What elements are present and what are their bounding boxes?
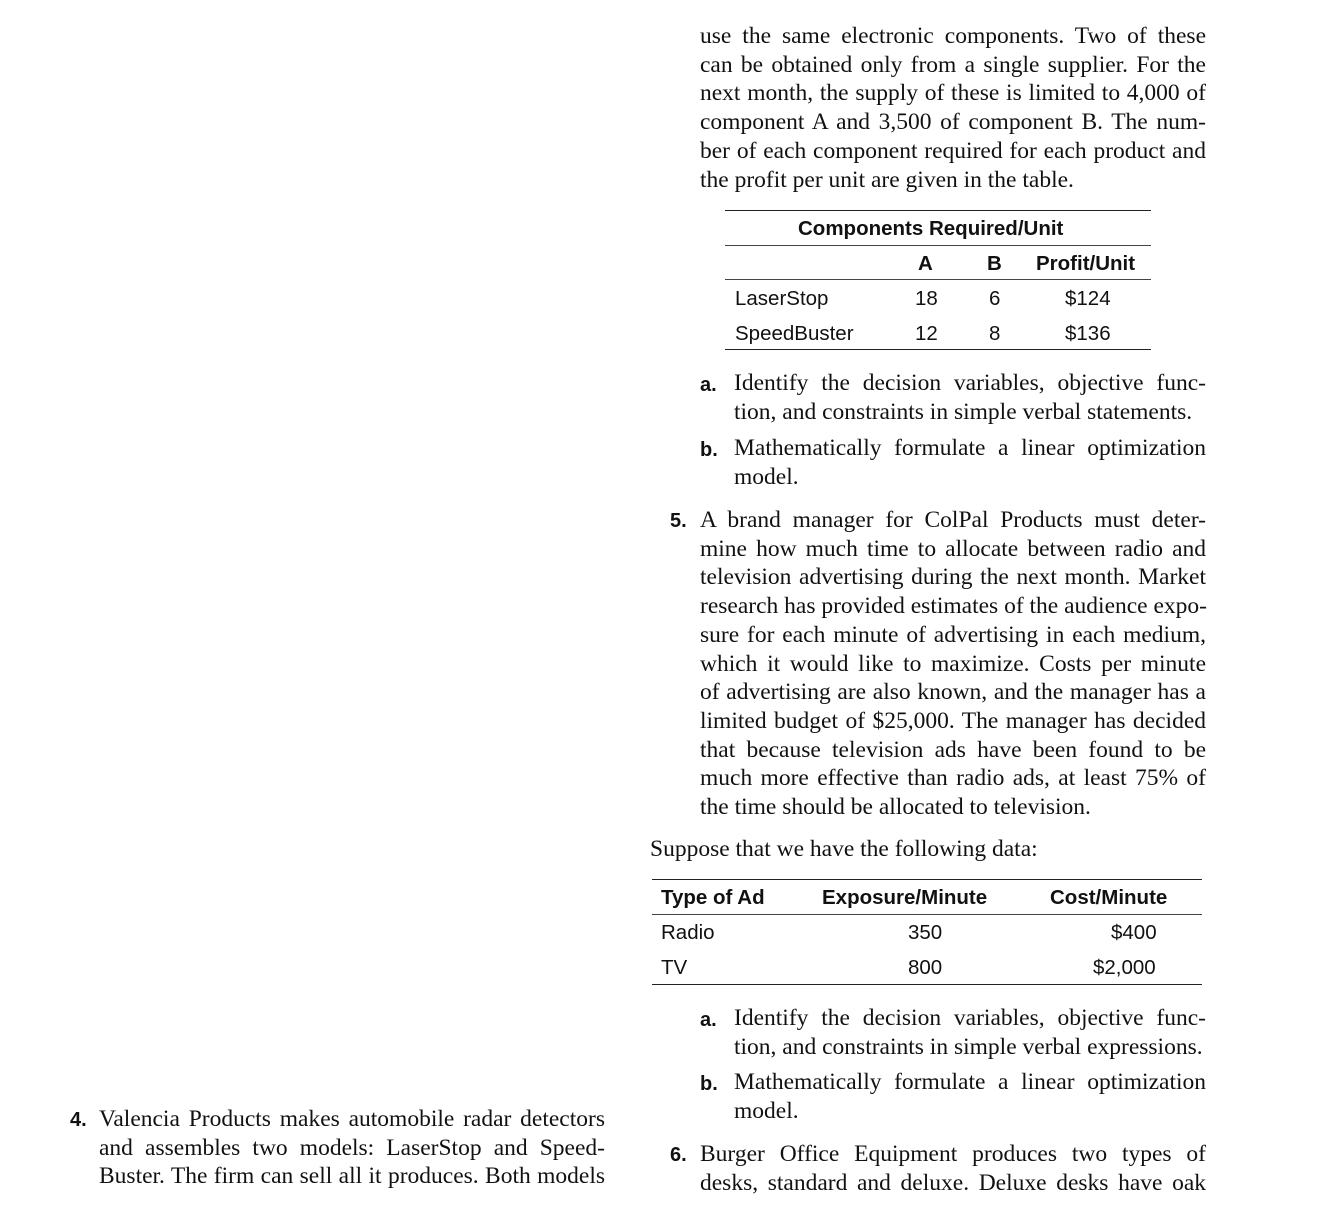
table-row-label: SpeedBuster: [735, 322, 854, 345]
q4-continuation-paragraph: [700, 22, 1206, 194]
table-header-rule: [725, 279, 1151, 280]
table-cell: 6: [989, 287, 1001, 310]
text-line: can be obtained only from a single supplier. For the: [700, 51, 1206, 78]
text-line: tion, and constraints in simple verbal statements.: [734, 398, 1193, 425]
column-header-type: Type of Ad: [661, 886, 765, 909]
column-header-a: A: [918, 252, 933, 275]
table-cell: $400: [1111, 921, 1157, 944]
components-table: [725, 210, 1151, 352]
text-line: next month, the supply of these is limited to 4,000 of: [700, 80, 1206, 107]
table-cell: $136: [1065, 322, 1111, 345]
table-header-rule: [652, 914, 1202, 915]
q4-number: 4.: [70, 1109, 87, 1131]
text-line: Mathematically formulate a linear optimization: [734, 1069, 1206, 1095]
q5-part-b-label: b.: [700, 1073, 718, 1095]
q4-part-b-label: b.: [700, 439, 718, 461]
table-cell: 12: [915, 322, 938, 345]
table-bottom-rule: [725, 349, 1151, 350]
q5-part-b-text: [734, 1068, 1206, 1125]
table-row-label: LaserStop: [735, 287, 829, 310]
table-top-rule: [652, 879, 1202, 880]
text-line: limited budget of $25,000. The manager has decided: [700, 707, 1206, 734]
q6-number: 6.: [670, 1144, 687, 1166]
text-line: Valencia Products makes automobile radar detectors: [99, 1106, 605, 1132]
text-line: model.: [734, 463, 799, 490]
table-cell: 18: [915, 287, 938, 310]
table-row-label: TV: [661, 956, 688, 979]
q4-text: [99, 1105, 605, 1191]
table-top-rule: [725, 210, 1151, 211]
text-line: television advertising during the next month. Market: [700, 564, 1206, 591]
q6-text: [700, 1140, 1206, 1197]
table-cell: 800: [908, 956, 943, 979]
text-line: much more effective than radio ads, at least 75% of: [700, 765, 1206, 792]
text-line: tion, and constraints in simple verbal expressions.: [734, 1033, 1203, 1060]
text-line: mine how much time to allocate between radio and: [700, 535, 1206, 562]
column-header-cost: Cost/Minute: [1050, 886, 1168, 909]
q4-part-a-text: [734, 369, 1206, 426]
text-line: A brand manager for ColPal Products must deter-: [700, 507, 1206, 533]
table-cell: $2,000: [1093, 956, 1156, 979]
q4-part-b-text: [734, 434, 1206, 491]
q5-part-a-label: a.: [700, 1009, 717, 1031]
text-line: ber of each component required for each product and: [700, 137, 1206, 164]
table-bottom-rule: [652, 984, 1202, 985]
suppose-line: [650, 835, 1210, 864]
text-line: which it would like to maximize. Costs per minute: [700, 650, 1206, 677]
q5-number: 5.: [670, 510, 687, 532]
text-line: the time should be allocated to television.: [700, 794, 1091, 821]
table-cell: $124: [1065, 287, 1111, 310]
text-line: model.: [734, 1097, 799, 1124]
text-line: research has provided estimates of the audience expo-: [700, 593, 1207, 620]
table-cell: 350: [908, 921, 943, 944]
text-line: Mathematically formulate a linear optimization: [734, 435, 1206, 461]
column-header-b: B: [987, 252, 1002, 275]
table-title: Components Required/Unit: [798, 217, 1064, 240]
text-line: desks, standard and deluxe. Deluxe desks have oak: [700, 1169, 1206, 1196]
text-line: of advertising are also known, and the manager has a: [700, 679, 1206, 706]
text-line: and assembles two models: LaserStop and Speed-: [99, 1134, 605, 1161]
text-line: Suppose that we have the following data:: [650, 836, 1038, 862]
text-line: sure for each minute of advertising in each medium,: [700, 621, 1206, 648]
text-line: component A and 3,500 of component B. The num-: [700, 109, 1206, 136]
q4-part-a-label: a.: [700, 374, 717, 396]
column-header-profit: Profit/Unit: [1036, 252, 1136, 275]
text-line: the profit per unit are given in the table.: [700, 166, 1074, 193]
ad-data-table: [652, 879, 1202, 987]
q5-part-a-text: [734, 1004, 1206, 1061]
text-line: Buster. The firm can sell all it produces. Both models: [99, 1163, 605, 1190]
text-line: use the same electronic components. Two of these: [700, 23, 1206, 49]
text-line: Identify the decision variables, objective func-: [734, 370, 1206, 396]
text-line: Identify the decision variables, objective func-: [734, 1005, 1206, 1031]
q5-text: [700, 506, 1206, 822]
table-title-rule: [725, 245, 1151, 246]
text-line: Burger Office Equipment produces two types of: [700, 1141, 1206, 1167]
table-row-label: Radio: [661, 921, 715, 944]
table-cell: 8: [989, 322, 1001, 345]
text-line: that because television ads have been found to be: [700, 736, 1206, 763]
column-header-exposure: Exposure/Minute: [822, 886, 988, 909]
